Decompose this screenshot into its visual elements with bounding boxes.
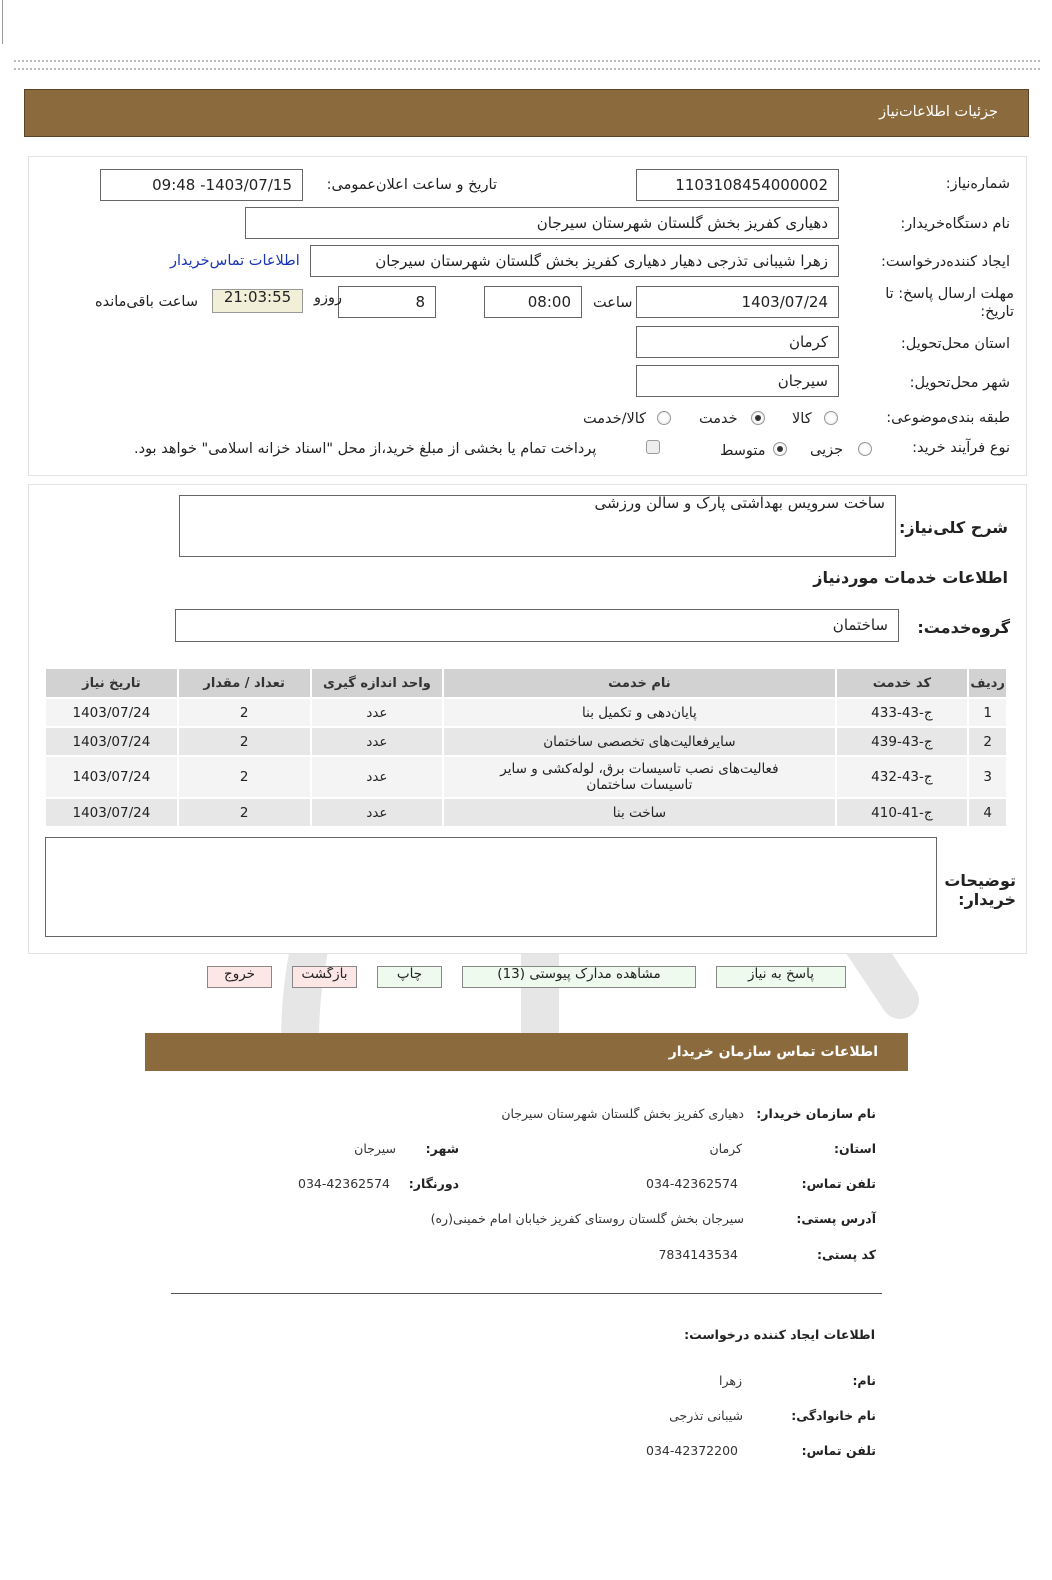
- process-label: نوع فرآیند خرید:: [912, 440, 1010, 456]
- service-date: 1403/07/24: [46, 728, 177, 755]
- service-date: 1403/07/24: [46, 757, 177, 797]
- contact-province-value: کرمان: [709, 1141, 742, 1156]
- service-unit: عدد: [312, 728, 443, 755]
- col-date: تاریخ نیاز: [46, 669, 177, 697]
- announce-label: تاریخ و ساعت اعلان‌عمومی:: [326, 177, 497, 193]
- deadline-date-field: 1403/07/24: [636, 286, 839, 318]
- contact-city-label: شهر:: [425, 1141, 459, 1156]
- table-header-row: [46, 669, 1006, 697]
- service-date: 1403/07/24: [46, 699, 177, 726]
- service-qty: 2: [179, 699, 310, 726]
- remaining-time-field: 21:03:55: [212, 289, 303, 313]
- row-index: 3: [969, 757, 1006, 797]
- deadline-time-field: 08:00: [484, 286, 582, 318]
- process-small-label: جزیی: [810, 442, 844, 458]
- service-code: ج-43-432: [837, 757, 968, 797]
- row-index: 1: [969, 699, 1006, 726]
- contact-fax-value: 034-42362574: [298, 1176, 390, 1191]
- need-number-label: شماره‌نیاز:: [945, 176, 1010, 192]
- province-field: کرمان: [636, 326, 839, 358]
- service-unit: عدد: [312, 799, 443, 826]
- remaining-label: ساعت باقی‌مانده: [95, 294, 198, 310]
- table-row: [46, 799, 1006, 826]
- details-title: جزئیات اطلاعات‌نیاز: [879, 104, 998, 120]
- page-edge-line: [2, 0, 3, 44]
- col-unit: واحد اندازه گیری: [312, 669, 443, 697]
- creator-name-label: نام:: [852, 1373, 876, 1388]
- contact-province-label: استان:: [833, 1141, 876, 1156]
- creator-phone-label: تلفن تماس:: [801, 1443, 876, 1458]
- announce-field: 1403/07/15- 09:48: [100, 169, 303, 201]
- contact-org-value: دهیاری کفریز بخش گلستان شهرستان سیرجان: [501, 1106, 744, 1121]
- print-button[interactable]: چاپ: [377, 966, 442, 988]
- buyer-org-label: نام دستگاه‌خریدار:: [900, 216, 1010, 232]
- category-both-label: کالا/خدمت: [583, 411, 647, 427]
- treasury-payment-checkbox[interactable]: [646, 440, 660, 454]
- service-code: ج-43-433: [837, 699, 968, 726]
- col-code: کد خدمت: [837, 669, 968, 697]
- contact-org-label: نام سازمان خریدار:: [756, 1106, 876, 1121]
- back-button[interactable]: بازگشت: [292, 966, 357, 988]
- service-unit: عدد: [312, 699, 443, 726]
- category-both-radio[interactable]: [657, 411, 671, 425]
- service-name: پایان‌دهی و تکمیل بنا: [444, 699, 834, 726]
- contact-city-value: سیرجان: [354, 1141, 396, 1156]
- service-qty: 2: [179, 757, 310, 797]
- category-service-label: خدمت: [699, 411, 738, 427]
- service-name: فعالیت‌های نصب تاسیسات برق، لوله‌کشی و سایر تاسیسات ساختمان: [444, 757, 834, 797]
- contact-postal-value: 7834143534: [658, 1247, 738, 1262]
- contact-divider: [171, 1293, 882, 1294]
- province-label: استان محل‌تحویل:: [900, 336, 1010, 352]
- creator-family-label: نام خانوادگی:: [791, 1408, 876, 1423]
- category-service-radio[interactable]: [751, 411, 765, 425]
- buyer-contact-link[interactable]: اطلاعات تماس‌خریدار: [170, 253, 300, 269]
- creator-family-value: شیبانی تذرجی: [669, 1408, 743, 1423]
- service-group-field: ساختمان: [175, 609, 899, 642]
- category-goods-label: کالا: [792, 411, 812, 427]
- contact-postal-label: کد پستی:: [816, 1247, 876, 1262]
- table-row: [46, 699, 1006, 726]
- row-index: 4: [969, 799, 1006, 826]
- creator-label: ایجاد کننده‌درخواست:: [881, 254, 1010, 270]
- services-table: [44, 667, 1008, 828]
- col-name: نام خدمت: [444, 669, 834, 697]
- category-label: طبقه بندی‌موضوعی:: [886, 410, 1010, 426]
- process-small-radio[interactable]: [858, 442, 872, 456]
- services-title: اطلاعات خدمات موردنیاز: [813, 568, 1008, 587]
- service-name: سایرفعالیت‌های تخصصی ساختمان: [444, 728, 834, 755]
- service-date: 1403/07/24: [46, 799, 177, 826]
- contact-fax-label: دورنگار:: [408, 1176, 459, 1191]
- days-label: روزو: [314, 290, 343, 306]
- service-qty: 2: [179, 799, 310, 826]
- treasury-payment-note: پرداخت تمام یا بخشی از مبلغ خرید،از محل "اسناد خزانه اسلامی" خواهد بود.: [134, 441, 597, 457]
- service-group-label: گروه‌خدمت:: [917, 618, 1010, 637]
- buyer-notes-label: توضیحات خریدار:: [944, 871, 1016, 909]
- service-unit: عدد: [312, 757, 443, 797]
- attachments-button[interactable]: مشاهده مدارک پیوستی (13): [462, 966, 696, 988]
- service-qty: 2: [179, 728, 310, 755]
- city-label: شهر محل‌تحویل:: [909, 375, 1010, 391]
- contact-address-value: سیرجان بخش گلستان روستای کفریز خیابان امام خمینی(ره): [430, 1211, 744, 1226]
- top-divider: [14, 60, 1040, 70]
- category-goods-radio[interactable]: [824, 411, 838, 425]
- time-label: ساعت: [593, 295, 633, 311]
- city-field: سیرجان: [636, 365, 839, 397]
- process-medium-radio[interactable]: [773, 442, 787, 456]
- service-code: ج-41-410: [837, 799, 968, 826]
- details-header: [24, 89, 1029, 137]
- creator-name-value: زهرا: [719, 1373, 742, 1388]
- service-name: ساخت بنا: [444, 799, 834, 826]
- buyer-org-field: دهیاری کفریز بخش گلستان شهرستان سیرجان: [245, 207, 839, 239]
- days-field: 8: [338, 286, 436, 318]
- contact-phone-label: تلفن تماس:: [801, 1176, 876, 1191]
- creator-phone-value: 034-42372200: [646, 1443, 738, 1458]
- col-qty: تعداد / مقدار: [179, 669, 310, 697]
- table-row: [46, 757, 1006, 797]
- contact-header: [145, 1033, 908, 1071]
- creator-field: زهرا شیبانی تذرجی دهیار دهیاری کفریز بخش گلستان شهرستان سیرجان: [310, 245, 839, 277]
- buyer-notes-field: [45, 837, 937, 937]
- creator-info-title: اطلاعات ایجاد کننده درخواست:: [684, 1327, 875, 1342]
- process-medium-label: متوسط: [720, 443, 766, 459]
- summary-label: شرح کلی‌نیاز:: [899, 518, 1008, 537]
- need-number-field: 1103108454000002: [636, 169, 839, 201]
- col-row: ردیف: [969, 669, 1006, 697]
- contact-address-label: آدرس پستی:: [796, 1211, 876, 1226]
- summary-field: ساخت سرویس بهداشتی پارک و سالن ورزشی: [179, 495, 896, 557]
- contact-phone-value: 034-42362574: [646, 1176, 738, 1191]
- deadline-label: مهلت ارسال پاسخ: تا تاریخ:: [885, 286, 1014, 320]
- contact-title: اطلاعات تماس سازمان خریدار: [668, 1044, 878, 1060]
- service-code: ج-43-439: [837, 728, 968, 755]
- exit-button[interactable]: خروج: [207, 966, 272, 988]
- reply-button[interactable]: پاسخ به نیاز: [716, 966, 846, 988]
- table-row: [46, 728, 1006, 755]
- row-index: 2: [969, 728, 1006, 755]
